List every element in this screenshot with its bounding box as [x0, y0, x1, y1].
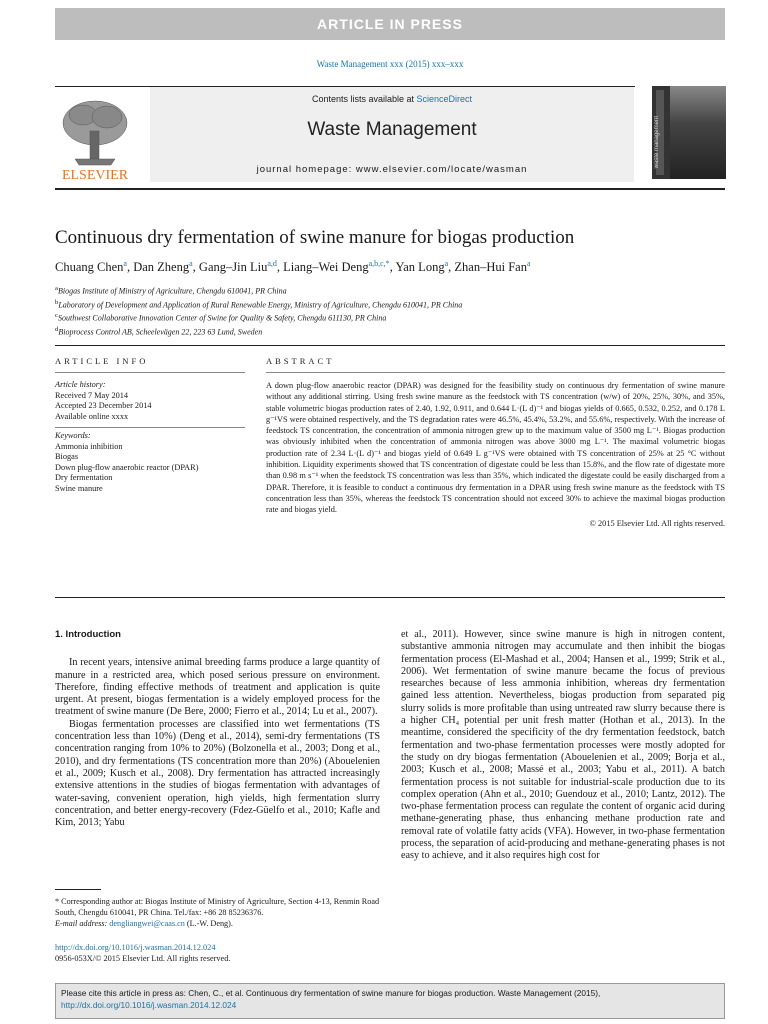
header-rule-bottom [55, 188, 725, 190]
keyword: Dry fermentation [55, 473, 113, 482]
keyword: Ammonia inhibition [55, 441, 123, 451]
journal-header-box [150, 87, 634, 182]
cite-doi-link[interactable]: http://dx.doi.org/10.1016/j.wasman.2014.12.024 [61, 1000, 237, 1010]
journal-title: Waste Management [307, 119, 477, 140]
body-rule [55, 597, 725, 598]
keywords-rule [55, 427, 245, 428]
author: Dan Zheng [133, 260, 190, 275]
corresponding-author: * Corresponding author at: Biogas Institute of Ministry of Agriculture, Section 4-13, Renmin Road South, Chengdu 610041, PR China. Tel./fax: +86 28 85236376. [55, 897, 380, 917]
email-link[interactable]: dengliangwei@caas.cn [109, 919, 185, 928]
article-title: Continuous dry fermentation of swine manure for biogas production [55, 227, 575, 248]
journal-homepage[interactable]: journal homepage: www.elsevier.com/locate/wasman [256, 164, 528, 175]
doi-block [55, 942, 230, 964]
author-list: Chuang Chen$^a$, Dan Zheng$^a$, Gang–Jin Liu$^{a,d}$, Liang–Wei Deng$^{a,b,c,*}$, Yan Long$^a$, Zhan–Hui Fan$^a$ [55, 259, 531, 275]
affiliation: $^b$Laboratory of Development and Application of Rural Renewable Energy, Ministry of Agriculture, Chengdu 610041, PR China [55, 298, 463, 310]
article-info [55, 380, 245, 494]
journal-cover-image: waste management [652, 86, 726, 179]
elsevier-logo-text: ELSEVIER [61, 168, 129, 183]
abstract-rule [266, 372, 725, 373]
author: Chuang Chen [55, 260, 124, 275]
journal-citation[interactable]: Waste Management xxx (2015) xxx–xxx [316, 59, 464, 69]
issn: 0956-053X/© 2015 Elsevier Ltd. All rights reserved. [55, 954, 231, 963]
abstract-heading: ABSTRACT [266, 356, 335, 366]
footnote-rule [55, 889, 101, 890]
author-affil-sup[interactable]: a,b,c,* [368, 259, 390, 268]
author: Zhan–Hui Fan [454, 260, 527, 275]
history-item: Available online xxxx [55, 411, 129, 421]
keyword: Swine manure [55, 483, 103, 493]
intro-right-column [401, 629, 725, 863]
author-affil-sup[interactable]: a [526, 259, 531, 268]
article-in-press-banner: ARTICLE IN PRESS [55, 8, 725, 40]
author-affil-sup[interactable]: a [123, 259, 127, 268]
keyword: Biogas [55, 452, 79, 461]
cite-box: Please cite this article in press as: Chen, C., et al. Continuous dry fermentation of swine manure for biogas production. Waste Management (2015), http://dx.doi.org/10.1016/j.wasman.2014.12.024 [55, 983, 725, 1019]
footnote: * Corresponding author at: Biogas Institute of Ministry of Agriculture, Section 4-13, Renmin Road South, Chengdu 610041, PR China. Tel./fax: +86 28 85236376. E-mail address: dengliangwei@caas.cn (L.-W. Deng). [55, 897, 380, 928]
history-item: Received 7 May 2014 [55, 390, 129, 400]
intro-heading: 1. Introduction [55, 629, 121, 640]
author-affil-sup[interactable]: a [189, 259, 193, 268]
author: Liang–Wei Deng [283, 260, 369, 275]
contents-line: Contents lists available at ScienceDirect [311, 94, 473, 104]
abstract-text: A down plug-flow anaerobic reactor (DPAR) was designed for the feasibility study on continuous dry fermentation of swine manure without any additional stirring. Using fresh swine manure as the feedstock with TS concentration (w/w) of 20%, 25%, 30%, and 35%, stable volumetric biogas production rates of 2.40, 1.92, 0.911, and 0.644 L·(L d)⁻¹ and biogas yields of 0.665, 0.532, 0.252, and 0.178 L g⁻¹VS were obtained respectively, and the TS degradation rates were 46.5%, 45.4%, 53.2%, and 55.6%, respectively. With the increase of feedstock TS concentration, the concentration of ammonia nitrogen grew up to the maximum value of 3500 mg L⁻¹. Biogas production was obviously inhibited when the concentration of ammonia nitrogen was above 3000 mg L⁻¹. The maximal volumetric biogas production rate of 2.34 L·(L d)⁻¹ and biogas yield of 0.649 L g⁻¹VS were obtained with TS concentration of 25% at 25 °C without inhibition. Liquidity experiments showed that TS concentration of digestate could be less than 15.8%, and the flow rate of digestate more than 0.98 m s⁻¹ when the feedstock TS concentration was less than 35%, which indicated the digestate could be easily discharged from a DPAR. Therefore, it is feasible to conduct a continuous dry fermentation in a DPAR using fresh swine manure as the feedstock with TS concentration less than 35%, whereas the feedstock TS concentration should not exceed 30% to achieve the maximal biogas production rate and biogas yield. [266, 381, 725, 515]
history-label: Article history: [55, 380, 106, 389]
article-info-heading: ARTICLE INFO [55, 356, 149, 366]
keywords-label: Keywords: [55, 431, 91, 440]
affiliation: $^a$Biogas Institute of Ministry of Agriculture, Chengdu 610041, PR China [55, 285, 287, 296]
author-affil-sup[interactable]: a [444, 259, 449, 268]
elsevier-logo[interactable] [55, 93, 135, 183]
sciencedirect-link[interactable]: ScienceDirect [416, 94, 473, 104]
doi-link[interactable]: http://dx.doi.org/10.1016/j.wasman.2014.12.024 [55, 943, 216, 952]
abstract [266, 380, 725, 529]
affiliations [55, 283, 462, 338]
affiliation: $^c$Southwest Collaborative Innovation Center of Swine for Quality & Safety, Chengdu 611130, PR China [55, 312, 387, 323]
intro-paragraph-continued: et al., 2011). However, since swine manure is high in nitrogen content, substantive ammonia nitrogen may accumulate and then inhibit the biogas fermentation process (El-Mashad et al., 2004; Hansen et al., 1999; Strik et al., 2006). Wet fermentation of swine manure became the focus of previous researches because of less ammonia inhibition, whereas dry fermentation gained less attention. Nevertheless, biogas production from separated pig slurry solids is more profitable than using untreated raw slurry because there is a higher CH₄ potential per unit fresh matter (Hothan et al., 2013). In the meantime, considered the specificity of the dry fermentation feedstock, batch fermentation and two-phase fermentation processes were mostly adopted for the study on dry biogas fermentation (Abouelenien et al., 2009; Borja et al., 2003; Kusch et al., 2008; Massé et al., 2003; Yabu et al., 2011). A batch fermentation process is not suitable for industrial-scale production due to its complex operation (Ahn et al., 2010; Guendouz et al., 2010; Lantz, 2012). The two-phase fermentation process can regulate the content of organic acid during methane-generating phase, thus enhancing methane production rate and removal rate of volatile fatty acids (VFA). However, in two-phase fermentation process, the separation of acid-producing and methane-generating phases is not easy to achieve, and it also requires high cost for [401, 629, 725, 862]
intro-paragraph: Biogas fermentation processes are classified into wet fermentations (TS concentration less than 10%) (Deng et al., 2014), semi-dry fermentations (TS concentration ranging from 10% to 20%) (Bolzonella et al., 2003; Dong et al., 2010), and dry fermentations (TS concentration more than 20%) (Abouelenien et al., 2009; Kusch et al., 2008). Dry fermentation has attracted increasingly extensive attentions in the studies of biogas fermentation with advantages of water-saving, convenient operation, high yields, high fermentation slurry concentration, and better energy-recovery (Fdez-Güelfo et al., 2010; Kafle and Kim, 2013; Yabu [55, 718, 380, 829]
intro-paragraph: In recent years, intensive animal breeding farms produce a large quantity of manure in a restricted area, which posed serious pressure on environment. Therefore, finding effective methods of treatment and application is quite urgent. At present, biogas fermentation is a widely employed process for the treatment of swine manure (De Bere, 2000; Fierro et al., 2014; Lu et al., 2007). [55, 657, 380, 718]
copyright: © 2015 Elsevier Ltd. All rights reserved. [589, 518, 725, 528]
author-affil-sup[interactable]: a,d [267, 259, 277, 268]
info-rule [55, 372, 245, 373]
affiliation: $^d$Bioprocess Control AB, Scheelevägen 22, 223 63 Lund, Sweden [55, 325, 263, 337]
section-rule [55, 345, 725, 346]
history-item: Accepted 23 December 2014 [55, 401, 152, 410]
author: Yan Long [395, 260, 445, 275]
keyword: Down plug-flow anaerobic reactor (DPAR) [55, 462, 199, 472]
intro-left-column [55, 629, 380, 829]
author: Gang–Jin Liu [198, 260, 268, 275]
